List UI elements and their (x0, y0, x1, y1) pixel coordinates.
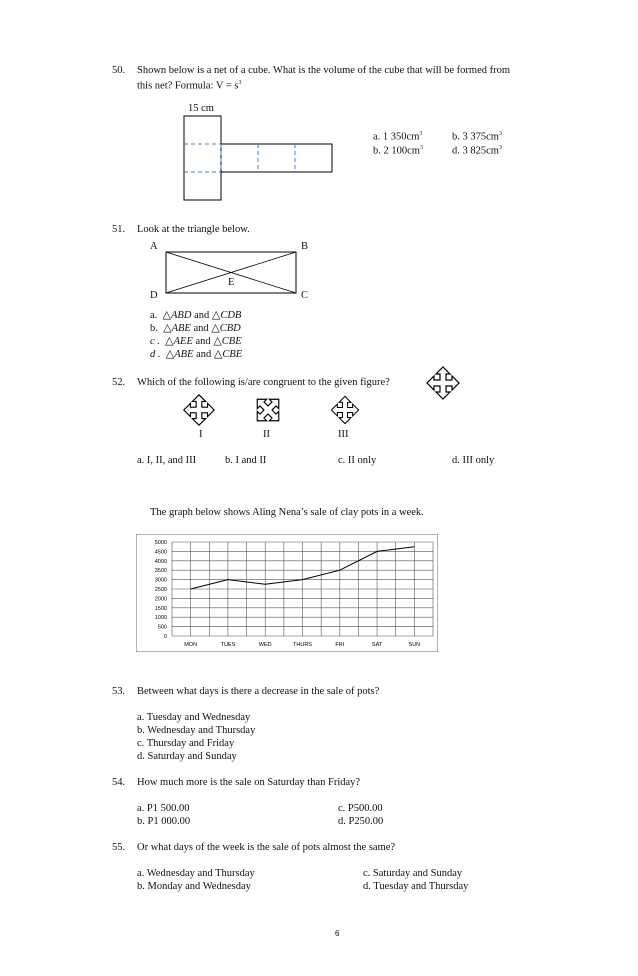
x-tick-label: FRI (335, 642, 345, 648)
q55-option-c: c. Saturday and Sunday (363, 868, 463, 879)
x-tick-label: WED (258, 642, 272, 648)
triangle-icon: △ (211, 309, 221, 321)
figure-iii-arrow-cross (326, 391, 364, 429)
q55-option-a: a. Wednesday and Thursday (137, 868, 255, 879)
triangle-icon: △ (163, 322, 172, 334)
given-figure-arrow-cross (424, 364, 462, 402)
q50-option-b: b. 3 $375cm^3$ (452, 131, 502, 143)
q52-option-b: b. I and II (225, 455, 267, 466)
q52-option-c: c. II only (338, 455, 377, 466)
x-tick-label: SAT (371, 642, 383, 648)
q51-number: 51. (112, 224, 126, 235)
q51-option-b: b. △ABE and △CBD (150, 322, 241, 334)
y-tick-label: 2500 (154, 587, 167, 593)
triangle-icon: △ (211, 322, 220, 334)
q54-option-b: b. P1 000.00 (137, 816, 191, 827)
q55-option-b: b. Monday and Wednesday (137, 881, 251, 892)
q55-text: Or what days of the week is the sale of pots almost the same? (137, 842, 396, 853)
chart-frame (136, 534, 438, 652)
figure-label-ii: II (263, 429, 270, 440)
figure-label-i: I (199, 429, 203, 440)
figure-i-arrow-cross (180, 391, 218, 429)
q51-option-c: c . △AEE and △CBE (150, 335, 242, 347)
rect-label-b: B (301, 241, 309, 252)
y-tick-label: 3000 (154, 577, 167, 584)
triangle-icon: △ (213, 348, 223, 360)
x-tick-label: THURS (293, 642, 312, 648)
triangle-icon: △ (165, 335, 174, 347)
x-tick-label: MON (184, 642, 198, 648)
q54-option-a: a. P1 500.00 (137, 803, 190, 814)
rect-label-e: E (228, 277, 235, 288)
q50-option-c: b. 2 $100cm^3$ (373, 145, 423, 157)
q54-option-c: c. P500.00 (338, 803, 383, 814)
triangle-icon: △ (162, 309, 172, 321)
y-tick-label: 4000 (154, 558, 167, 565)
q54-text: How much more is the sale on Saturday than Friday? (137, 777, 361, 788)
triangle-icon: △ (213, 335, 222, 347)
q50-number: 50. (112, 65, 126, 76)
q54-option-d: d. P250.00 (338, 816, 384, 827)
cube-net-side-label: 15 cm (188, 103, 214, 114)
q55-number: 55. (112, 842, 126, 853)
q53-text: Between what days is there a decrease in the sale of pots? (137, 686, 380, 697)
rect-label-c: C (301, 290, 309, 301)
x-tick-label: TUES (220, 642, 236, 648)
figure-ii-arrow-cross-rotated (249, 391, 287, 429)
graph-intro-text: The graph below shows Aling Nena’s sale of clay pots in a week. (150, 507, 424, 518)
y-tick-label: 5000 (154, 540, 167, 546)
q52-option-d: d. III only (452, 455, 495, 466)
q53-option-d: d. Saturday and Sunday (137, 751, 237, 762)
triangle-icon: △ (165, 348, 175, 360)
y-tick-label: 3500 (154, 568, 167, 575)
q51-option-d: d . △ABE and △CBE (150, 348, 243, 360)
q53-option-c: c. Thursday and Friday (137, 738, 235, 749)
y-tick-label: 1000 (154, 615, 167, 622)
q53-option-b: b. Wednesday and Thursday (137, 725, 256, 736)
y-tick-label: 4500 (154, 549, 167, 556)
x-tick-label: SUN (408, 642, 421, 648)
q51-text: Look at the triangle below. (137, 224, 250, 235)
q52-option-a: a. I, II, and III (137, 455, 197, 466)
figure-label-iii: III (338, 429, 349, 440)
rectangle-diagonals-figure (160, 248, 302, 298)
q53-number: 53. (112, 686, 126, 697)
cube-net-figure (180, 112, 340, 206)
page-number: 6 (335, 929, 340, 938)
y-tick-label: 1500 (154, 605, 167, 612)
q52-number: 52. (112, 377, 126, 388)
q50-option-a: a. 1 $350cm^3$ (373, 131, 423, 143)
y-tick-label: 2000 (154, 596, 167, 603)
y-tick-label: 0 (163, 634, 167, 640)
q52-text: Which of the following is/are congruent to the given figure? (137, 377, 390, 388)
q50-text-line2: this net? Formula: $V = s^3$ (137, 80, 242, 92)
rect-label-a: A (150, 241, 158, 252)
rect-label-d: D (150, 290, 158, 301)
q50-text-line1: Shown below is a net of a cube. What is the volume of the cube that will be formed from (137, 65, 511, 76)
q53-option-a: a. Tuesday and Wednesday (137, 712, 251, 723)
clay-pot-sales-chart (136, 534, 438, 652)
q55-option-d: d. Tuesday and Thursday (363, 881, 469, 892)
q54-number: 54. (112, 777, 126, 788)
q50-option-d: d. 3 $825cm^3$ (452, 145, 502, 157)
y-tick-label: 500 (157, 624, 167, 631)
q51-option-a: a. △ABD and △CDB (150, 309, 242, 321)
